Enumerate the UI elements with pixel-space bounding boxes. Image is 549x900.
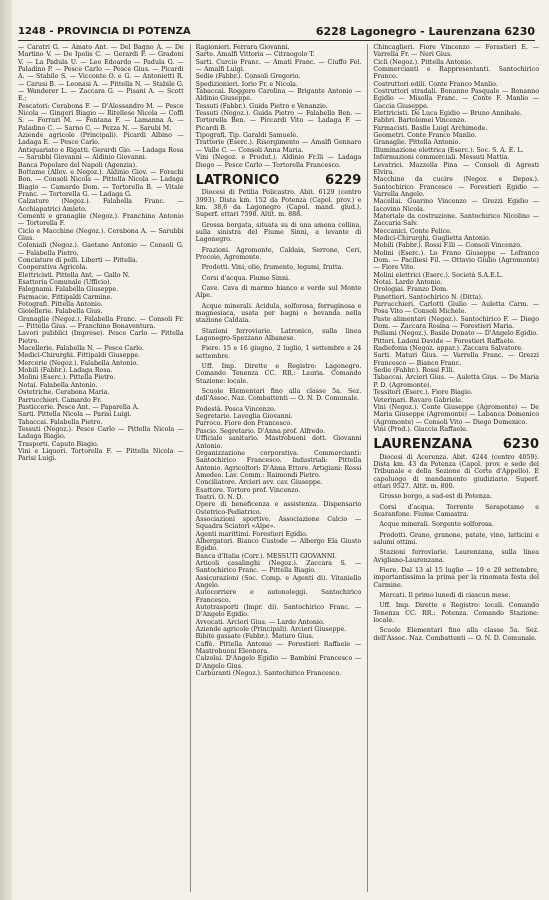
directory-entry: Parrucchieri. Carlotti Giulio — Auletta Carm. — Posa Vito — Consoli Michele.: [373, 301, 540, 316]
directory-entry: Ciclo e Macchine (Negoz.). Cerabona A. — Sarubbi Gius.: [18, 227, 184, 242]
directory-entry: Mobili (Fabbr.). Rossi F.lli — Consoli Vincenzo.: [373, 242, 522, 250]
directory-entry: Fabbri. Bartolomei Vincenzo.: [373, 117, 467, 125]
directory-entry: Medici-Chirurghi. Fittipaldi Giuseppe.: [18, 352, 141, 360]
directory-entry: Articoli casalinghi (Negoz.). Zaccara S. — Santochirico Franc. — Pittella Biagio.: [195, 560, 362, 575]
directory-entry: Opere di beneficenza e assistenza. Dispensario Ostetrico-Pediatrico.: [195, 501, 362, 516]
page-header: [18, 22, 535, 41]
directory-entry: Assicurazioni (Soc. Comp. e Agenti di). Vitaniello Angelo.: [195, 574, 362, 590]
directory-entry: Granaglie. Pittella Antonio.: [373, 139, 461, 147]
directory-entry: Notai. Lardo Antonio.: [373, 279, 443, 286]
town-heading-laurenzana: [373, 437, 540, 453]
town-info-paragraph: Prodotti. Grano, granone, patate, vino, latticini e salumi ottimi.: [373, 531, 540, 546]
town-info-paragraph: Scuole Elementari fino alla classe 5a. Sez. dell'Assoc. Naz. Combattenti — O. N. D. Comunale.: [195, 388, 362, 403]
directory-entry: Segretario. Laveglia Giovanni.: [195, 413, 293, 421]
directory-entry: Sarti. Maturi Gius. — Varrella Franc. — Grezzi Francesco — Bianco Franc.: [373, 352, 540, 367]
town-info-paragraph: Diocesi di Acerenza. Abit. 4244 (centro 4059). Dista km. 43 da Potenza (Capol. prov. e sede del Tribunale e della Sezione di Corte d'Appello). E capoluogo di mandamento giudiziario. Superf. ettari 9527. Altit. m. 800.: [373, 453, 540, 490]
town-heading-latronico: [195, 172, 362, 188]
directory-entry: Parroco. Fiore don Francesco.: [195, 420, 293, 428]
directory-entry: Spedizionieri. Iorio Fr. e Nicola.: [195, 80, 298, 88]
directory-entry: Banca Popolare del Napoli (Agenzia).: [18, 161, 138, 169]
directory-entry: Gioiellerie. Falabella Gius.: [18, 308, 103, 316]
directory-entry: Cicli (Negoz.). Pittella Antonio.: [373, 58, 473, 66]
directory-entry: Radiofonia (Negoz. appar.). Zaccara Salvatore.: [373, 345, 524, 353]
directory-entry: Esattoria Comunale (Ufficio).: [18, 279, 112, 286]
directory-entry: Macchine da cucire (Negoz. e Depos.). Santochirico Francesco — Forestieri Egidio — Varrella Angelo.: [373, 176, 540, 198]
directory-entry: Vini (Negoz. e Produt.). Aldinio Fr.lli — Ladaga Diego — Pesce Carlo — Tortorella Francesco.: [195, 154, 362, 169]
directory-entry: Materiale da costruzione. Santochirico Nicolino — Zaccaria Salv.: [373, 212, 540, 228]
directory-entry: Mercerie (Negoz.). Falabella Antonio.: [18, 359, 139, 367]
town-info-paragraph: Fiere. 15 e 16 giugno, 2 luglio, 1 settembre e 24 settembre.: [195, 345, 362, 360]
directory-entry: Sarti. Curcio Franc. — Amati Franc. — Ciuffo Fel. — Amalfi Luigi.: [195, 58, 362, 74]
directory-entry: Molini (Eserc.). Lo Frano Giuseppe — Lofranco Dom. — Paciliesi Fil. — Ottavio Giulio (Agromonte) — Fiore Vito.: [373, 249, 540, 272]
directory-entry: Farmacie. Fittipaldi Carmine.: [18, 293, 113, 301]
directory-columns: [18, 44, 539, 892]
directory-entry: Conciature di pelli. Liberti — Pittella.: [18, 256, 138, 264]
directory-entry: Orologiai. Franzo Dom.: [373, 286, 449, 294]
town-info-paragraph: Fiere. Dal 13 al 15 luglio — 19 e 20 settembre, importantissima la prima per la rinomata festa del Carmine.: [373, 567, 540, 589]
laurenzana-description: [373, 454, 539, 643]
town-name: LAURENZANA: [373, 437, 473, 453]
column-2-entries-bottom: [196, 406, 362, 678]
directory-entry: Banca d'Italia (Corr.). MESSUTI GIOVANNI.: [195, 552, 337, 560]
town-name: LATRONICO: [195, 172, 280, 188]
directory-entry: Commercianti e Rappresentanti. Santochirico Franco.: [373, 66, 540, 81]
directory-entry: Ragionieri. Ferrara Giovanni.: [195, 44, 290, 51]
directory-entry: Levatrici. Mazzella Pina — Consoli di Agresti Elvira.: [373, 161, 540, 176]
town-info-paragraph: Diocesi di Petilia Policastro. Abit. 6129 (centro 3993). Dista km. 152 da Potenza (Capol. prov.) e km. 38,6 da Lagonegro (Capol. mand. giud.). Superf. ettari 7598. Altit. m. 888.: [195, 189, 362, 219]
directory-entry: Tabaccai. Arcieri Gius. — Auletta Gius. — De Maria P. D. (Agromonte).: [373, 374, 540, 389]
directory-entry: Geometri. Conte Franco Manlio.: [373, 132, 477, 140]
town-info-paragraph: Grosso borgo, a sud-est di Potenza.: [379, 493, 492, 501]
directory-entry: Autocorriere e autonoleggi. Santochirico Francesco.: [195, 589, 362, 604]
directory-entry: Calzature (Negoz.). Falabella Franc. — Acchiapatrici Amleto.: [18, 198, 184, 213]
directory-entry: Pescatori: Cerabona F. — D'Alessandro M. — Pesce Nicola — Gingeri Biagio — Ritellese Nicola — Coffi S. — Forrari M. — Fontana F. — Lamanna A. — Paladino C. — Sarno C. — Pezza N. — Sarubi M.: [18, 102, 184, 132]
directory-entry: Trattorie (Eserc.). Risorgimento — Amalfi Gennaro — Valle C. — Consoli Anna Maria.: [195, 139, 362, 154]
directory-entry: Elettricisti. De Luca Egidio — Bruno Annibale.: [373, 110, 522, 118]
directory-entry: Avvocati. Arcieri Gius. — Lardo Antonio.: [195, 618, 325, 626]
town-info-paragraph: Corsi d'acqua. Torrente Serapotamo e Scaranfone. Fiume Camastra.: [373, 503, 540, 518]
directory-entry: Chincaglieri. Fiore Vincenzo — Forastieri E. — Varrella Fr. — Neri Gius.: [373, 44, 540, 59]
directory-entry: Falegnami. Falabella Giuseppe.: [18, 286, 119, 294]
directory-entry: Sedie (Fabbr.). Rossi F.lli.: [373, 367, 455, 375]
latronico-description: [196, 189, 362, 403]
column-3-entries-top: [373, 44, 539, 433]
town-info-paragraph: Frazioni. Agromonte, Caldaia, Serrone, Ceri, Procoio, Agromonte.: [195, 246, 362, 261]
right-running-title: 6228 Lagonegro - Laurenzana 6230: [315, 24, 535, 38]
directory-entry: Teatri. O. N. D.: [195, 493, 244, 501]
directory-entry: Pasticcerie. Pesce Ant. — Paparella A.: [18, 403, 140, 411]
directory-entry: Elettricisti. Pittella Ant. — Gallo N.: [18, 271, 130, 279]
directory-entry: Pascio. Segretario. D'Anna prof. Alfredo.: [195, 427, 326, 435]
town-info-paragraph: Uff. Imp. Dirette e Registro: locali. Comando Tenenza CC. RR.: Potenza. Comando Stazione: locale.: [373, 602, 540, 625]
directory-entry: Tabaccai. Roggero Carolina — Brigante Antonio — Aldinio Giuseppe.: [195, 88, 362, 103]
page-binding-edge: [0, 0, 12, 900]
directory-entry: Agenti marittimi. Forestieri Egidio.: [195, 530, 308, 538]
column-2-entries-top: [196, 44, 362, 169]
directory-entry: Autotrasporti (Impr. di). Santochirico Franc. — D'Angelo Egidio.: [195, 604, 362, 619]
town-info-paragraph: Cave. Cava di marmo bianco e verde sul Monte Alpe.: [195, 284, 362, 300]
directory-entry: Panettieri. Santochirico N. (Ditta).: [373, 293, 483, 301]
directory-entry: Paste alimentari (Negoz.). Santochirico F. — Diego Dom. — Zaccara Rosina — Forestieri Maria.: [373, 315, 540, 331]
directory-entry: Sedie (Fabbr.). Consoli Gregorio.: [195, 73, 301, 81]
directory-entry: Associazioni sportive. Associazione Calcio — Squadra Sciatori «Alpe».: [195, 515, 362, 531]
town-info-paragraph: Scuole Elementari fino alla classe 5a. Sez. dell'Assoc. Naz. Combattenti — O. N. D. Comunale.: [373, 627, 540, 642]
town-info-paragraph: Corsi d'acqua. Fiume Sinni.: [201, 274, 291, 282]
directory-entry: Tessuti (Negoz.). Guida Pietro — Falabella Ben. — Tortorella Ben. — Piccardi Vito — Ladaga F. — Picardi B.: [195, 110, 362, 132]
directory-entry: Ufficiale sanitario. Mastrobuoni dott. Giovanni Antonio.: [195, 435, 362, 450]
directory-entry: Informazioni commerciali. Messuti Mattia.: [373, 154, 510, 162]
directory-entry: Costruttori edili. Conte Franco Manlio.: [373, 80, 498, 88]
directory-entry: Tipografi. Tip. Garaldi Samuele.: [195, 132, 299, 140]
directory-entry: Albergatori. Bianco Custode — Albergo Ela Giusto Egidio.: [195, 537, 362, 553]
directory-entry: Aziende agricole (Principali). Arcieri Giuseppe.: [195, 626, 347, 634]
directory-entry: Calzolai. D'Angelo Egidio — Bambini Francesco — D'Angelo Gius.: [195, 655, 362, 670]
directory-entry: Pittori. Ladoni Davide — Forestieri Raffaele.: [373, 337, 516, 345]
directory-entry: Meccanici. Conte Felice.: [373, 227, 452, 235]
directory-entry: Tessuti (Fabbr.). Guida Pietro e Venanzio.: [195, 102, 328, 110]
column-2: [190, 44, 362, 892]
town-info-paragraph: Mercati. Il primo lunedì di ciascun mese.: [379, 592, 511, 600]
directory-entry: Veterinari. Bavaro Gabriele.: [373, 396, 463, 404]
town-code: 6229: [325, 172, 362, 188]
directory-entry: Macellai. Guarino Vincenzo — Grezzi Egidio — Iacovino Nicola.: [373, 198, 540, 213]
directory-entry: Parrucchieri. Camardo Fr.: [18, 396, 102, 404]
directory-entry: Vini e Liquori. Tortorella F. — Pittella Nicola — Parisi Luigi.: [18, 447, 184, 463]
town-info-paragraph: Acque minerali. Sorgente solforosa.: [379, 521, 494, 529]
directory-entry: Sarte. Amalfi Vittoria — Citraogolo T.: [195, 51, 315, 59]
directory-entry: Tessuti (Negoz.). Pesce Carlo — Pittella Nicola — Ladaga Biagio.: [18, 425, 184, 441]
directory-entry: Conciliatore. Arcieri avv. cav. Giuseppe.: [195, 479, 323, 487]
directory-entry: Lavori pubblici (Imprese). Pesce Carlo — Pittella Pietro.: [18, 330, 184, 345]
directory-entry: Molini elettrici (Eserc.). Società S.A.E.L.: [373, 271, 503, 279]
directory-entry: Illuminazione elettrica (Eserc.). Soc. S. A. E. L.: [373, 146, 524, 154]
directory-entry: Notai. Falabella Antonio.: [18, 381, 98, 389]
directory-entry: Mobili (Fabbr.). Ladaga Rosa.: [18, 367, 113, 375]
directory-entry: Costruttori stradali. Bonanno Pasquale — Bonanno Egidio — Misolla Franc. — Conte F. Manlio — Gaccia Giuseppe.: [373, 88, 540, 110]
directory-entry: Tabaccai. Falabella Pietro.: [18, 418, 103, 426]
town-info-paragraph: Stazioni ferroviarie. Laurenzana, sulla linea Avigliano-Laurenzana.: [373, 549, 540, 564]
directory-entry: Coloniali (Negoz.). Gaetano Antonio — Consoli G. — Falabella Pietro.: [18, 242, 184, 257]
directory-entry: Aziende agricole (Principali). Picardi Albino — Ladaga E. — Pesce Carlo.: [18, 132, 184, 147]
directory-entry: Carburanti (Negoz.). Santochirico Francesco.: [195, 670, 342, 678]
directory-entry: Caffè. Pittella Antonio — Forestieri Raffaele — Mastrobuoni Eleonora.: [195, 640, 362, 656]
directory-entry: Organizzazione corporativa. Commercianti: Santochirico Francesco. Industriali: Pittella Antonio. Agricoltori: D'Anna Ettore. Artigiani: Rossi Amedeo. Lav. Comm.: Raimondi Pietro.: [195, 449, 362, 479]
directory-entry: Granaglie (Negoz.). Falabella Franc. — Consoli Fr. — Pittella Gius. — Franchino Bonaventura.: [18, 315, 184, 331]
directory-entry: Cooperativa Agricola.: [18, 264, 88, 272]
directory-entry: Bibite gassate (Fabbr.). Maturo Gius.: [195, 633, 314, 641]
directory-entry: Vini (Prod.). Giaccia Raffaele.: [373, 425, 468, 433]
left-running-title: 1248 - PROVINCIA DI POTENZA: [18, 25, 191, 37]
directory-entry: Medici-Chirurghi. Guglietta Antonio.: [373, 234, 491, 242]
directory-entry: Bottame (Allev. e Negoz.). Aldinio Giov. — Forachi Bon. — Consoli Nicola — Pittella Nicola — Ladaga Biagio — Camardo Dom. — Tortorella B. — Vitale Franc. — Tortorella G. — Ladaga G.: [18, 168, 184, 198]
directory-entry: Fotografi. Pittella Antonio.: [18, 301, 103, 309]
directory-entry: Podestà. Posca Vincenzo.: [195, 405, 276, 413]
directory-entry: Esattore. Tortoro prof. Vincenzo.: [195, 486, 301, 494]
town-info-paragraph: Uff. Imp. Dirette e Registro: Lagonegro. Comando Tenenza CC. RR.: Lauria. Comando Stazione: locale.: [195, 363, 362, 385]
directory-entry: — Caratri G. — Amato Ant. — Del Bagno A. — De Martino V. — De Ipolis C. — Gerardi F. — Gradoni V. — La Padula U. — Leo Edoardo — Padula G. — Paladino P. — Pesce Carlo — Pesce Gius. — Picardi A. — Stabile S. — Vicconte O. e G. — Antonietti R. — Carusi B. — Leonasi A. — Pittella N. — Stabile G. — Wanderer L. — Zaccara G. — Pisani A. — Scott E.;: [18, 44, 184, 103]
directory-entry: Pellami (Negoz.). Basile Donato — D'Angelo Egidio.: [373, 330, 539, 338]
directory-entry: Farmacisti. Basile Luigi Archimede.: [373, 124, 488, 132]
directory-entry: Vini (Negoz.). Conte Giuseppe (Agromonte) — De Maria Giuseppe (Agromonte) — Labanca Domenico (Agromonte) — Consoli Vito — Diego Domenico.: [373, 403, 540, 426]
directory-entry: Trasporti. Caputo Biagio.: [18, 440, 99, 448]
directory-entry: Sarti. Pittella Nicola — Parisi Luigi.: [18, 411, 132, 419]
directory-entry: Cementi e granaglie (Negoz.). Franchino Antonio — Tortorella F.: [18, 212, 184, 228]
directory-entry: Antiquariato e Rigatti. Gerardi Gio. — Ladaga Rosa — Sarubbi Giovanni — Aldinio Giovanni.: [18, 146, 184, 162]
directory-entry: Tessitori (Eserc.). Fiore Biagio.: [373, 389, 473, 397]
column-3: [367, 44, 539, 892]
town-info-paragraph: Stazioni ferroviarie. Latronico, sulla linea Lagonegro-Spezzano Albanese.: [195, 327, 362, 343]
directory-entry: Ostetriche. Cerabona Maria.: [18, 389, 110, 397]
town-code: 6230: [502, 437, 540, 453]
directory-entry: Macellerie. Falabella N. — Pesce Carlo.: [18, 345, 144, 353]
town-info-paragraph: Acque minerali. Acidula, solforosa, ferruginosa e magnesiaca, usata per bagni e bevanda nella stazione Caldaia.: [195, 302, 362, 325]
town-info-paragraph: Grossa borgata, situata su di una amena collina, sulla sinistra del Fiume Sinni, a levante di Lagonegro.: [195, 221, 362, 244]
column-1: [18, 44, 184, 892]
town-info-paragraph: Prodotti. Vini, olio, frumento, legumi, frutta.: [201, 264, 344, 272]
directory-entry: Molini (Eserc.). Pittella Pietro.: [18, 374, 116, 382]
